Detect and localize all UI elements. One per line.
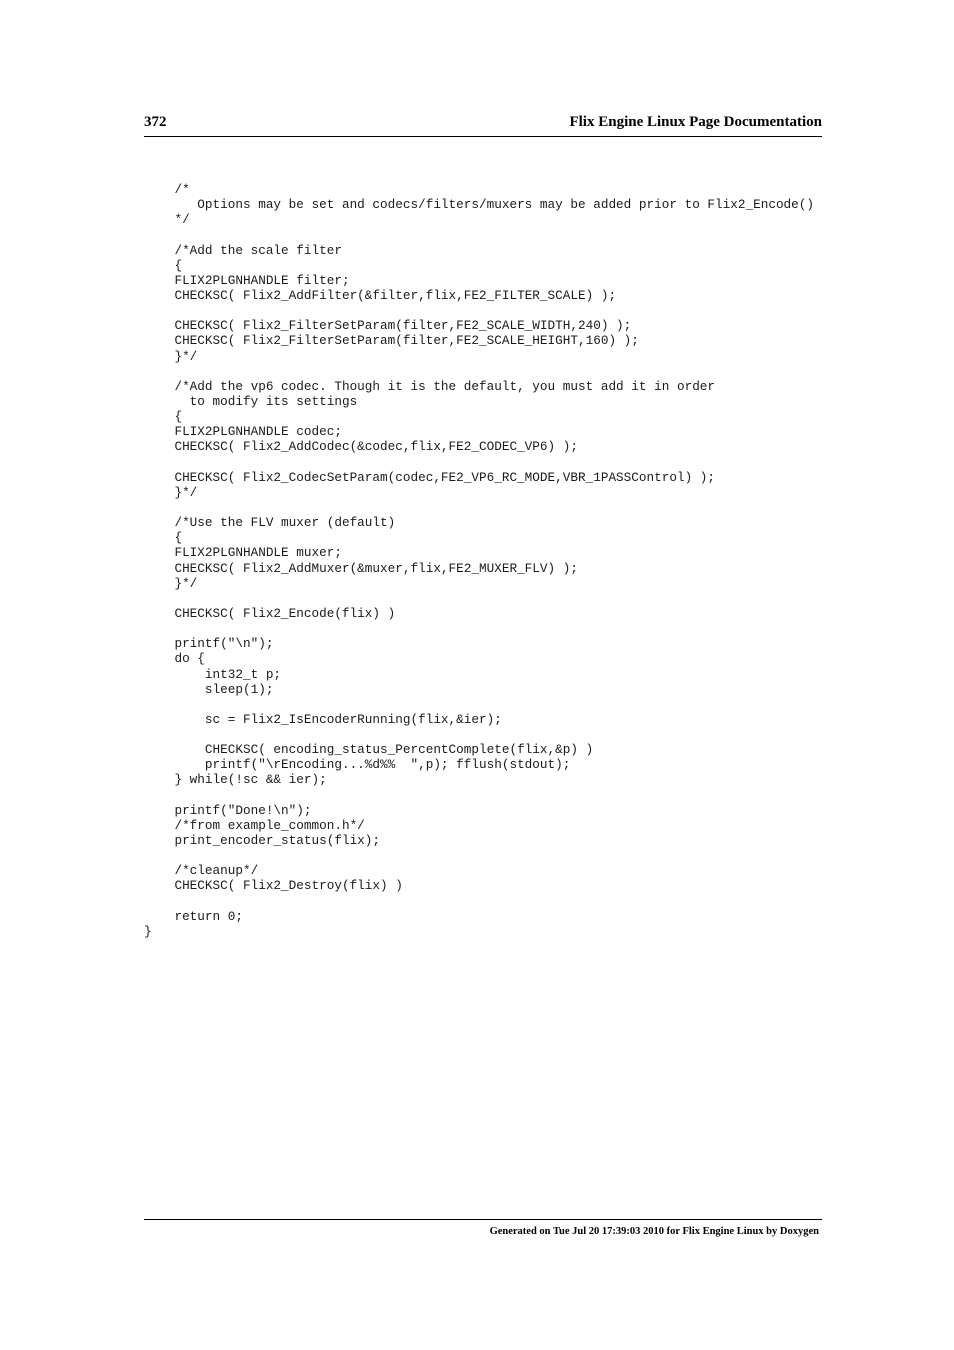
code-line: /*	[144, 182, 190, 197]
code-line: do {	[144, 651, 205, 667]
code-line	[144, 697, 834, 712]
code-line: CHECKSC( Flix2_AddFilter(&filter,flix,FE2_FILTER_SCALE) );	[144, 287, 617, 303]
code-line	[144, 500, 834, 515]
code-line: /*Use the FLV muxer (default)	[144, 515, 396, 531]
code-line: sc = Flix2_IsEncoderRunning(flix,&ier);	[144, 711, 502, 727]
code-line: } while(!sc && ier);	[144, 772, 327, 788]
code-line: FLIX2PLGNHANDLE filter;	[144, 272, 350, 288]
code-line: CHECKSC( Flix2_FilterSetParam(filter,FE2_SCALE_WIDTH,240) );	[144, 318, 632, 334]
code-line: return 0;	[144, 908, 243, 924]
code-line: }*/	[144, 575, 198, 591]
code-line	[144, 591, 834, 606]
code-line: int32_t p;	[144, 666, 282, 682]
code-line: CHECKSC( Flix2_Encode(flix) )	[144, 605, 396, 621]
code-line: CHECKSC( Flix2_CodecSetParam(codec,FE2_VP6_RC_MODE,VBR_1PASSControl) );	[144, 469, 716, 485]
code-line: FLIX2PLGNHANDLE codec;	[144, 424, 342, 440]
page-footer	[144, 1219, 822, 1237]
code-listing	[144, 182, 834, 939]
code-line: /*cleanup*/	[144, 863, 259, 879]
code-line: CHECKSC( Flix2_AddMuxer(&muxer,flix,FE2_MUXER_FLV) );	[144, 560, 578, 576]
code-line	[144, 727, 834, 742]
code-line: /*from example_common.h*/	[144, 817, 365, 833]
page-number: 372	[144, 114, 167, 130]
code-line	[144, 848, 834, 863]
code-line: }*/	[144, 484, 198, 500]
code-line	[144, 455, 834, 470]
code-line: {	[144, 409, 183, 425]
code-line: printf("\n");	[144, 636, 274, 652]
page-header	[144, 112, 822, 137]
code-line: CHECKSC( Flix2_Destroy(flix) )	[144, 878, 403, 894]
code-line: {	[144, 257, 183, 273]
code-line: FLIX2PLGNHANDLE muxer;	[144, 545, 342, 561]
code-line: Options may be set and codecs/filters/muxers may be added prior to Flix2_Encode()	[144, 197, 815, 213]
code-line: /*Add the vp6 codec. Though it is the default, you must add it in order	[144, 378, 716, 394]
page-title: Flix Engine Linux Page Documentation	[569, 114, 822, 130]
code-line: {	[144, 530, 183, 546]
code-line: CHECKSC( encoding_status_PercentComplete(flix,&p) )	[144, 742, 594, 758]
code-line: CHECKSC( Flix2_FilterSetParam(filter,FE2_SCALE_HEIGHT,160) );	[144, 333, 639, 349]
code-line: print_encoder_status(flix);	[144, 833, 381, 849]
code-line	[144, 227, 834, 242]
footer-text: Generated on Tue Jul 20 17:39:03 2010 for Flix Engine Linux by Doxygen	[489, 1226, 819, 1237]
code-line: }*/	[144, 348, 198, 364]
code-line: CHECKSC( Flix2_AddCodec(&codec,flix,FE2_CODEC_VP6) );	[144, 439, 578, 455]
code-line: to modify its settings	[144, 393, 358, 409]
code-line: printf("\rEncoding...%d%% ",p); fflush(stdout);	[144, 757, 571, 773]
code-line	[144, 364, 834, 379]
code-line	[144, 788, 834, 803]
code-line	[144, 621, 834, 636]
code-line	[144, 894, 834, 909]
code-line: sleep(1);	[144, 681, 274, 697]
code-line: }	[144, 923, 152, 939]
code-line: printf("Done!\n");	[144, 802, 312, 818]
code-line: */	[144, 212, 190, 228]
code-line	[144, 303, 834, 318]
code-line: /*Add the scale filter	[144, 242, 342, 258]
